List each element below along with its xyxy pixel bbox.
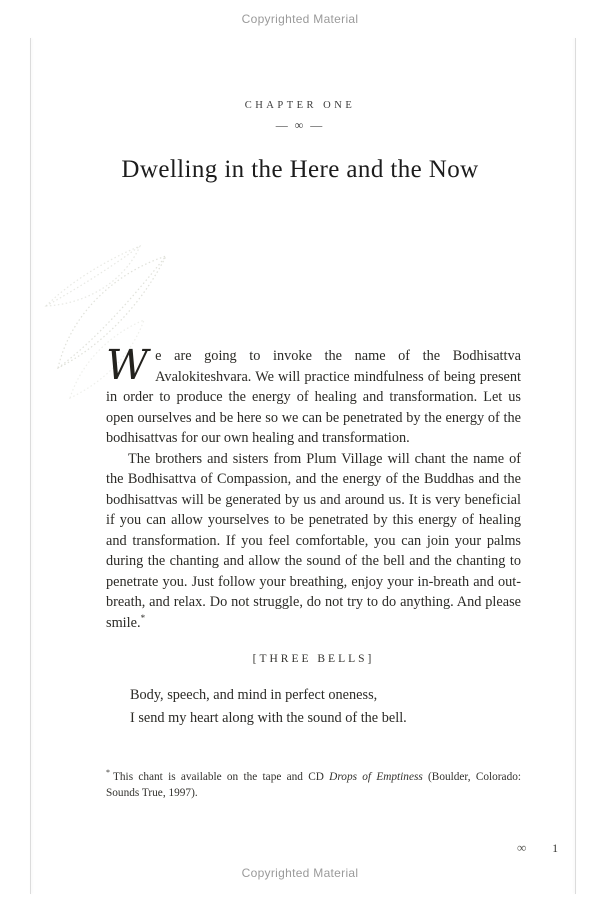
footnote-marker: * [106,767,110,777]
verse-line: Body, speech, and mind in perfect oneness, [130,686,378,703]
footer-ornament: ∞ [516,840,527,855]
paragraph-text: e are going to invoke the name of the Bodhisattva Avalokiteshvara. We will practice mindfulness of being present in order to produce the energy of healing and transformation. Let us open ourselves and be here so we can be penetrated by the energy of the bodhisattvas for our own healing and transformation. [106,348,521,446]
drop-cap: W [106,341,149,389]
footnote-reference: * [140,612,146,623]
copyright-watermark-bottom: Copyrighted Material [241,866,359,880]
footnote-text: This chant is available on the tape and CD [113,770,330,783]
chapter-title: Dwelling in the Here and the Now [121,156,479,183]
copyright-watermark-top: Copyrighted Material [241,12,359,26]
page-footer [517,840,558,856]
verse-line: I send my heart along with the sound of the bell. [130,709,407,726]
footnote-text: (Boulder, Colorado: Sounds True, 1997). [106,770,522,800]
chapter-label: CHAPTER ONE [244,100,356,111]
paragraph-text: The brothers and sisters from Plum Village will chant the name of the Bodhisattva of Compassion, and the energy of the Buddhas and the bodhisattvas will be generated by us and around us. It is very beneficial if you can allow yourselves to be penetrated by this energy of healing and transformation. If you feel comfortable, you can join your palms during the chanting and allow the sound of the bell and the chanting to penetrate you. Just follow your breathing, enjoy your in-breath and out-breath, and relax. Do not struggle, do not try to do anything. And please smile. [106,450,521,631]
body-text-column [106,341,522,802]
verse-block [130,684,521,730]
second-paragraph [106,449,521,634]
chapter-ornament: — ∞ — [275,118,325,132]
footnote [106,764,521,803]
footnote-work-title: Drops of Emptiness [329,770,423,783]
opening-paragraph [106,341,521,449]
page-number: 1 [552,843,558,855]
stage-direction: [THREE BELLS] [252,653,375,665]
